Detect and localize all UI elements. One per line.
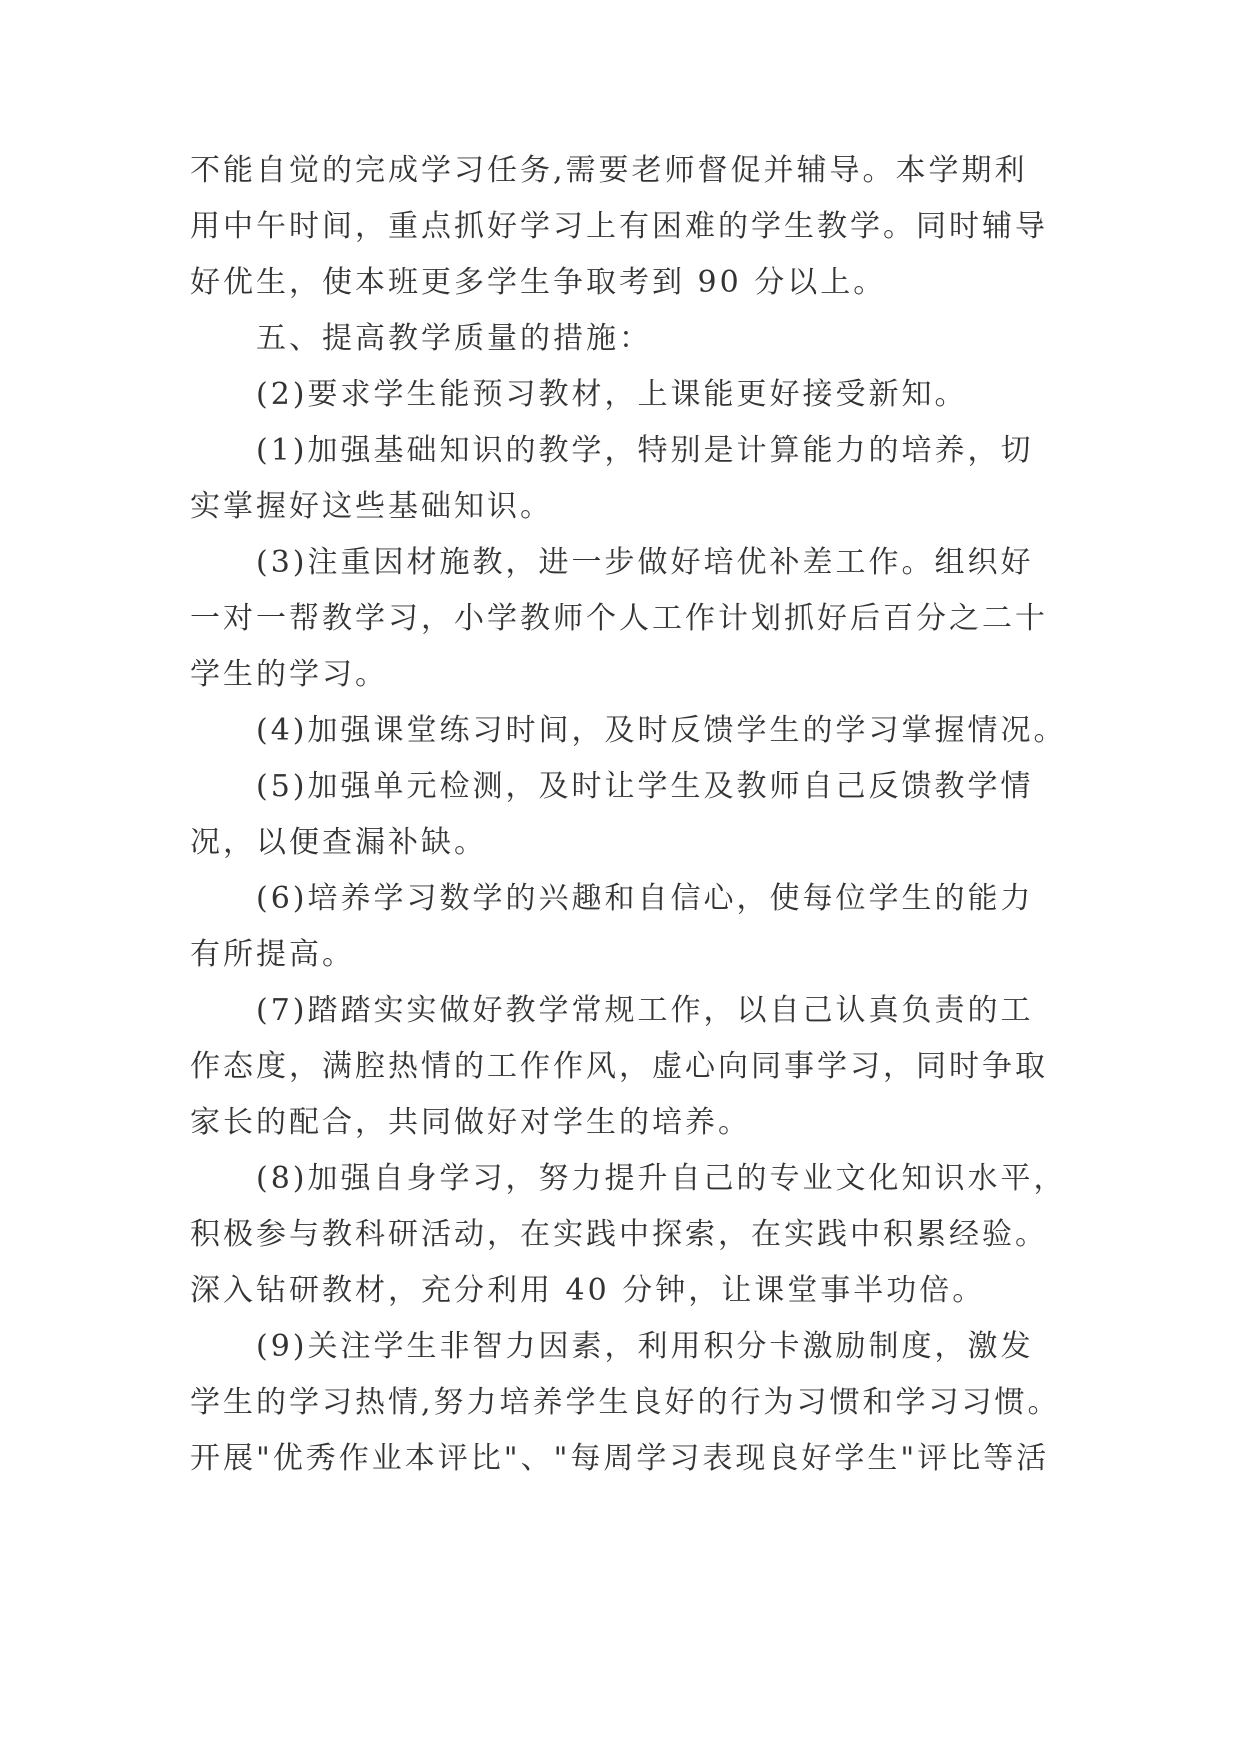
text-line: 学生的学习。 <box>190 657 388 692</box>
text-line: 深入钻研教材，充分利用 40 分钟，让课堂事半功倍。 <box>190 1273 986 1308</box>
text-line: 有所提高。 <box>190 937 355 972</box>
text-line: 一对一帮教学习，小学教师个人工作计划抓好后百分之二十 <box>190 601 1048 636</box>
section-heading: 五、提高教学质量的措施： <box>256 321 652 356</box>
list-item-7: (7)踏踏实实做好教学常规工作，以自己认真负责的工 <box>256 993 1034 1028</box>
document-page <box>190 143 1067 1487</box>
text-line: 家长的配合，共同做好对学生的培养。 <box>190 1105 751 1140</box>
text-line: 开展"优秀作业本评比"、"每周学习表现良好学生"评比等活 <box>190 1441 1050 1476</box>
list-item-8: (8)加强自身学习，努力提升自己的专业文化知识水平， <box>256 1161 1067 1196</box>
list-item-4: (4)加强课堂练习时间，及时反馈学生的学习掌握情况。 <box>256 713 1067 748</box>
text-line: 实掌握好这些基础知识。 <box>190 489 553 524</box>
text-line: 不能自觉的完成学习任务,需要老师督促并辅导。本学期利 <box>190 153 1028 188</box>
text-line: 积极参与教科研活动，在实践中探索，在实践中积累经验。 <box>190 1217 1048 1252</box>
list-item-2: (2)要求学生能预习教材，上课能更好接受新知。 <box>256 377 968 412</box>
list-item-1: (1)加强基础知识的教学，特别是计算能力的培养，切 <box>256 433 1034 468</box>
text-line: 用中午时间，重点抓好学习上有困难的学生教学。同时辅导 <box>190 209 1048 244</box>
text-line: 况，以便查漏补缺。 <box>190 825 487 860</box>
list-item-9: (9)关注学生非智力因素，利用积分卡激励制度，激发 <box>256 1329 1034 1364</box>
text-line: 好优生，使本班更多学生争取考到 90 分以上。 <box>190 265 887 300</box>
text-line: 作态度，满腔热情的工作作风，虚心向同事学习，同时争取 <box>190 1049 1048 1084</box>
list-item-5: (5)加强单元检测，及时让学生及教师自己反馈教学情 <box>256 769 1034 804</box>
list-item-6: (6)培养学习数学的兴趣和自信心，使每位学生的能力 <box>256 881 1034 916</box>
list-item-3: (3)注重因材施教，进一步做好培优补差工作。组织好 <box>256 545 1034 580</box>
text-line: 学生的学习热情,努力培养学生良好的行为习惯和学习习惯。 <box>190 1385 1061 1420</box>
